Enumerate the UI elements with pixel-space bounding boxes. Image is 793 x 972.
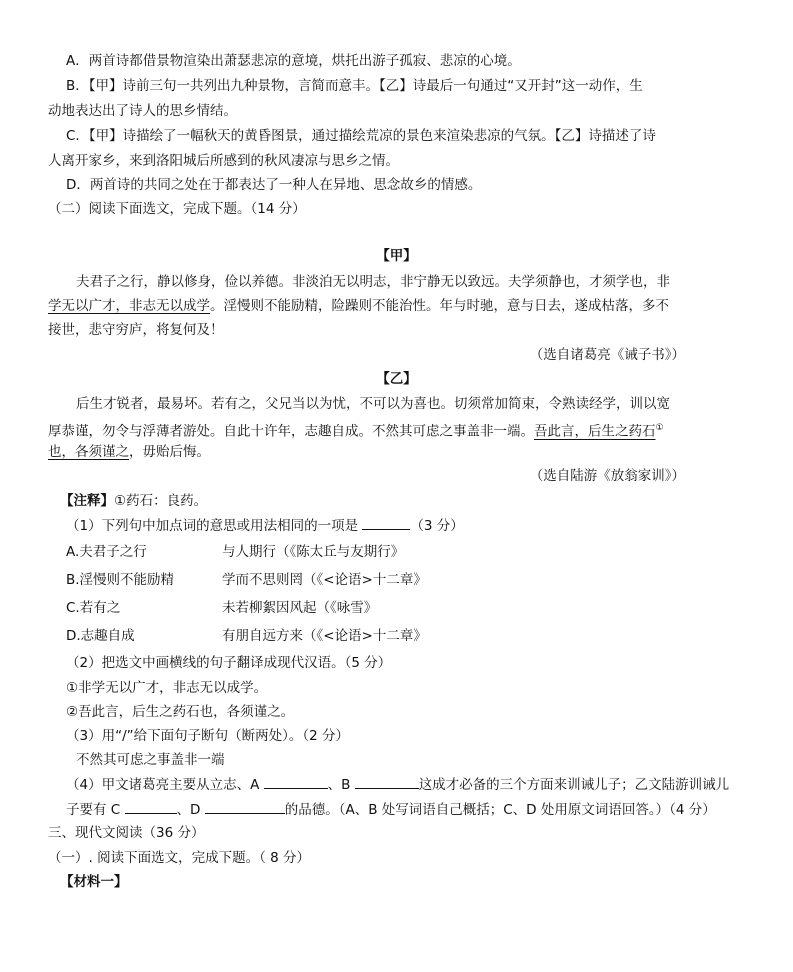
section-3-heading: 三、现代文阅读（36 分） xyxy=(48,825,205,841)
blank-c[interactable] xyxy=(125,799,177,814)
passage-jia-line-1: 夫君子之行，静以修身，俭以养德。非淡泊无以明志，非宁静无以致远。夫学须静也，才须学也，非 xyxy=(76,274,670,290)
q1-option-c-right: 未若柳絮因风起（《咏雪》 xyxy=(222,600,378,616)
blank-a[interactable] xyxy=(264,774,328,789)
passage-yi-line-1: 后生才锐者，最易坏。若有之，父兄当以为忧，不可以为喜也。切须常加简束，令熟读经学，训以宽 xyxy=(76,396,670,412)
question-2-sentence-2: ②吾此言，后生之药石也，各须谨之。 xyxy=(66,704,295,720)
question-4-text-b: 、B xyxy=(327,777,355,793)
question-2-stem: （2）把选文中画横线的句子翻译成现代汉语。（5 分） xyxy=(66,655,392,671)
annotation xyxy=(60,491,207,511)
blank-d[interactable] xyxy=(205,799,285,814)
question-4-text-d: 子要有 C xyxy=(66,802,125,818)
question-3-sentence: 不然其可虑之事盖非一端 xyxy=(76,752,225,768)
passage-yi-title: 【乙】 xyxy=(376,371,417,387)
underlined-sentence-1: 学无以广才，非志无以成学 xyxy=(48,298,210,314)
passage-jia-line-2-rest: 。淫慢则不能励精，险躁则不能治性。年与时驰，意与日去，遂成枯落，多不 xyxy=(210,298,669,314)
q1-option-d-right: 有朋自远方来（《<论语>十二章》 xyxy=(222,628,427,644)
q1-option-d-left: D.志趣自成 xyxy=(66,628,135,644)
annotation-label: 【注释】 xyxy=(60,493,114,509)
passage-jia-source: （选自诸葛亮《诫子书》） xyxy=(529,347,685,363)
q1-option-a-right: 与人期行（《陈太丘与友期行》 xyxy=(222,544,405,560)
option-c-line-1: C．【甲】诗描绘了一幅秋天的黄昏图景，通过描绘荒凉的景色来渲染悲凉的气氛。【乙】诗描述了诗 xyxy=(66,128,656,144)
passage-jia-line-2 xyxy=(48,296,669,316)
question-4-text-a: （4）甲文诸葛亮主要从立志、A xyxy=(66,777,264,793)
question-1-score: （3 分） xyxy=(410,518,464,534)
passage-yi-line-2-plain: 厚恭谨，勿令与浮薄者游处。自此十许年，志趣自成。不然其可虑之事盖非一端。 xyxy=(48,423,534,440)
question-1-stem xyxy=(66,515,464,536)
question-4-line-1 xyxy=(66,774,729,795)
q1-option-b-right: 学而不思则罔（《<论语>十二章》 xyxy=(222,572,427,588)
q1-option-b-left: B.淫慢则不能励精 xyxy=(66,572,175,588)
question-4-text-e: 、D xyxy=(176,802,205,818)
passage-jia-line-3: 接世，悲守穷庐，将复何及！ xyxy=(48,322,224,338)
section-2-heading: （二）阅读下面选文，完成下题。（14 分） xyxy=(48,201,306,217)
option-b-line-2: 动地表达出了诗人的思乡情结。 xyxy=(48,103,237,119)
passage-yi-line-3-rest: ，毋贻后悔。 xyxy=(129,444,210,460)
q1-option-a-left: A.夫君子之行 xyxy=(66,544,147,560)
question-4-text-f: 的品德。（A、B 处写词语自己概括；C、D 处用原文词语回答。）（4 分） xyxy=(284,802,716,818)
passage-yi-source: （选自陆游《放翁家训》） xyxy=(529,468,685,484)
passage-yi-line-2 xyxy=(48,418,664,442)
passage-yi-line-3 xyxy=(48,442,210,462)
underlined-sentence-2-part-2: 也，各须谨之 xyxy=(48,444,129,460)
question-4-line-2 xyxy=(66,799,716,820)
annotation-text: ①药石：良药。 xyxy=(114,493,208,509)
passage-jia-title: 【甲】 xyxy=(376,248,417,264)
question-4-text-c: 这成才必备的三个方面来训诫儿子；乙文陆游训诫儿 xyxy=(418,777,730,793)
question-1-stem-text: （1）下列句中加点词的意思或用法相同的一项是 xyxy=(66,518,363,534)
question-3-stem: （3）用“/”给下面句子断句（断两处）。（2 分） xyxy=(66,728,350,744)
underlined-sentence-2-part-1: 吾此言，后生之药石 xyxy=(534,423,656,440)
option-d-line: D．两首诗的共同之处在于都表达了一种人在异地、思念故乡的情感。 xyxy=(66,177,482,193)
option-b-line-1: B．【甲】诗前三句一共列出九种景物，言简而意丰。【乙】诗最后一句通过“又开封”这一动作，生 xyxy=(66,78,643,94)
footnote-marker: ① xyxy=(655,423,664,433)
option-a-line: A．两首诗都借景物渲染出萧瑟悲凉的意境，烘托出游子孤寂、悲凉的心境。 xyxy=(66,53,521,69)
material-1-title: 【材料一】 xyxy=(60,874,128,890)
q1-option-c-left: C.若有之 xyxy=(66,600,121,616)
section-3-sub-heading: （一）. 阅读下面选文，完成下题。（ 8 分） xyxy=(48,850,311,866)
question-2-sentence-1: ①非学无以广才，非志无以成学。 xyxy=(66,680,268,696)
option-c-line-2: 人离开家乡，来到洛阳城后所感到的秋风凄凉与思乡之情。 xyxy=(48,153,399,169)
blank-b[interactable] xyxy=(355,774,419,789)
question-1-answer-blank[interactable] xyxy=(362,515,410,530)
